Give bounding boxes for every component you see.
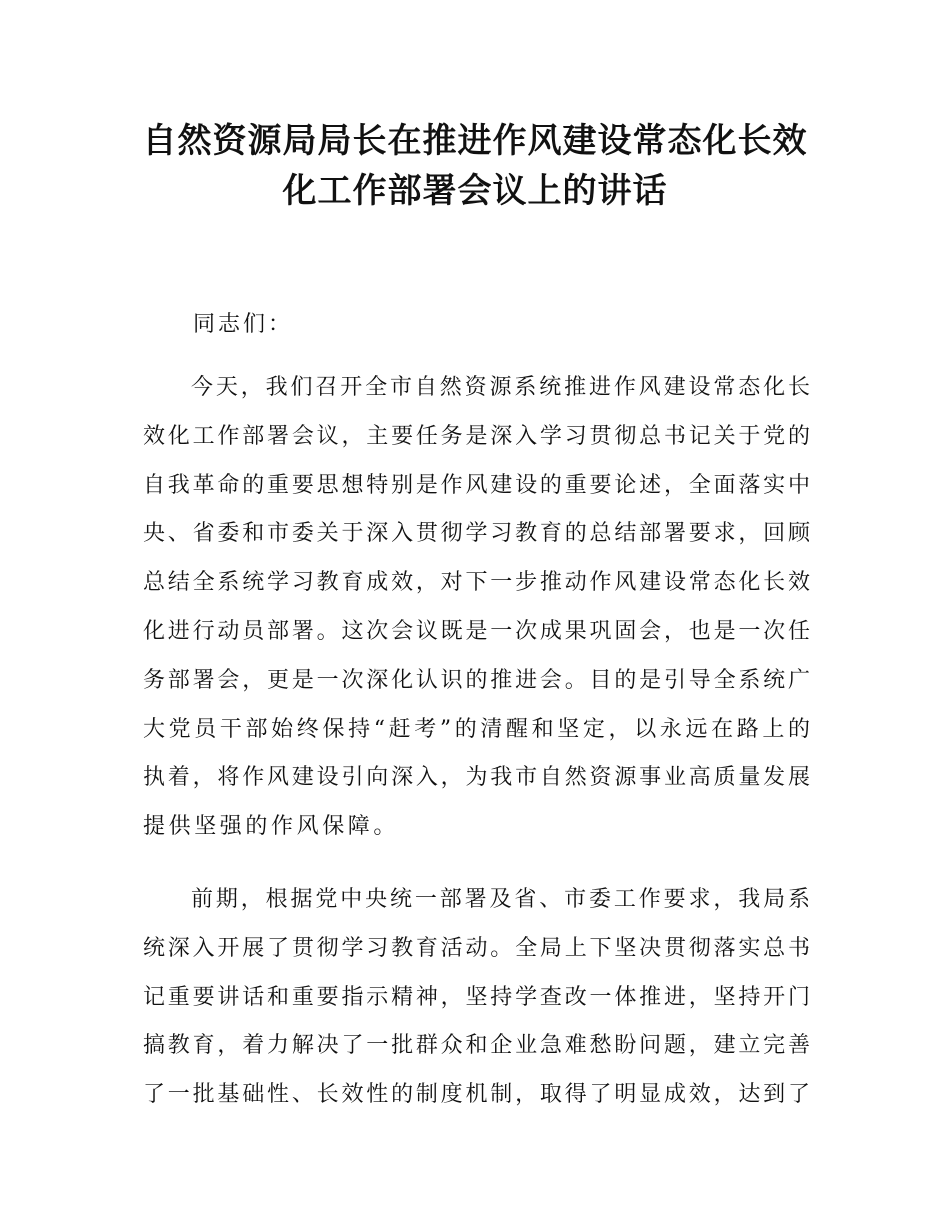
paragraph-line: 提供坚强的作风保障。 (143, 814, 400, 840)
paragraph (143, 364, 810, 852)
paragraph-line: 前期，根据党中央统一部署及省、市委工作要求，我局系 (191, 887, 810, 912)
paragraph-line: 记重要讲话和重要指示精神，坚持学查改一体推进，坚持开门 (143, 984, 810, 1010)
document-title (0, 116, 950, 216)
title-line: 化工作部署会议上的讲话 (282, 171, 668, 211)
paragraph-line: 自我革命的重要思想特别是作风建设的重要论述，全面落实中 (143, 472, 810, 498)
paragraph-line: 务部署会，更是一次深化认识的推进会。目的是引导全系统广 (143, 667, 810, 693)
paragraph-line: 执着，将作风建设引向深入，为我市自然资源事业高质量发展 (143, 765, 810, 791)
paragraph-line: 效化工作部署会议，主要任务是深入学习贯彻总书记关于党的 (143, 423, 810, 449)
paragraph-line: 化进行动员部署。这次会议既是一次成果巩固会，也是一次任 (143, 618, 810, 644)
paragraph-line: 今天，我们召开全市自然资源系统推进作风建设常态化长 (191, 375, 810, 400)
title-line: 自然资源局局长在推进作风建设常态化长效 (142, 121, 808, 161)
paragraph-line: 央、省委和市委关于深入贯彻学习教育的总结部署要求，回顾 (143, 521, 810, 547)
salutation: 同志们： (193, 312, 294, 337)
paragraph-line: 搞教育，着力解决了一批群众和企业急难愁盼问题，建立完善 (143, 1033, 810, 1059)
paragraph-line: 大党员干部始终保持“赶考”的清醒和坚定，以永远在路上的 (143, 716, 810, 742)
paragraph-line: 统深入开展了贯彻学习教育活动。全局上下坚决贯彻落实总书 (143, 935, 810, 961)
paragraph (143, 876, 810, 1120)
paragraph-line: 了一批基础性、长效性的制度机制，取得了明显成效，达到了 (143, 1082, 810, 1108)
paragraph-line: 总结全系统学习教育成效，对下一步推动作风建设常态化长效 (143, 570, 810, 596)
